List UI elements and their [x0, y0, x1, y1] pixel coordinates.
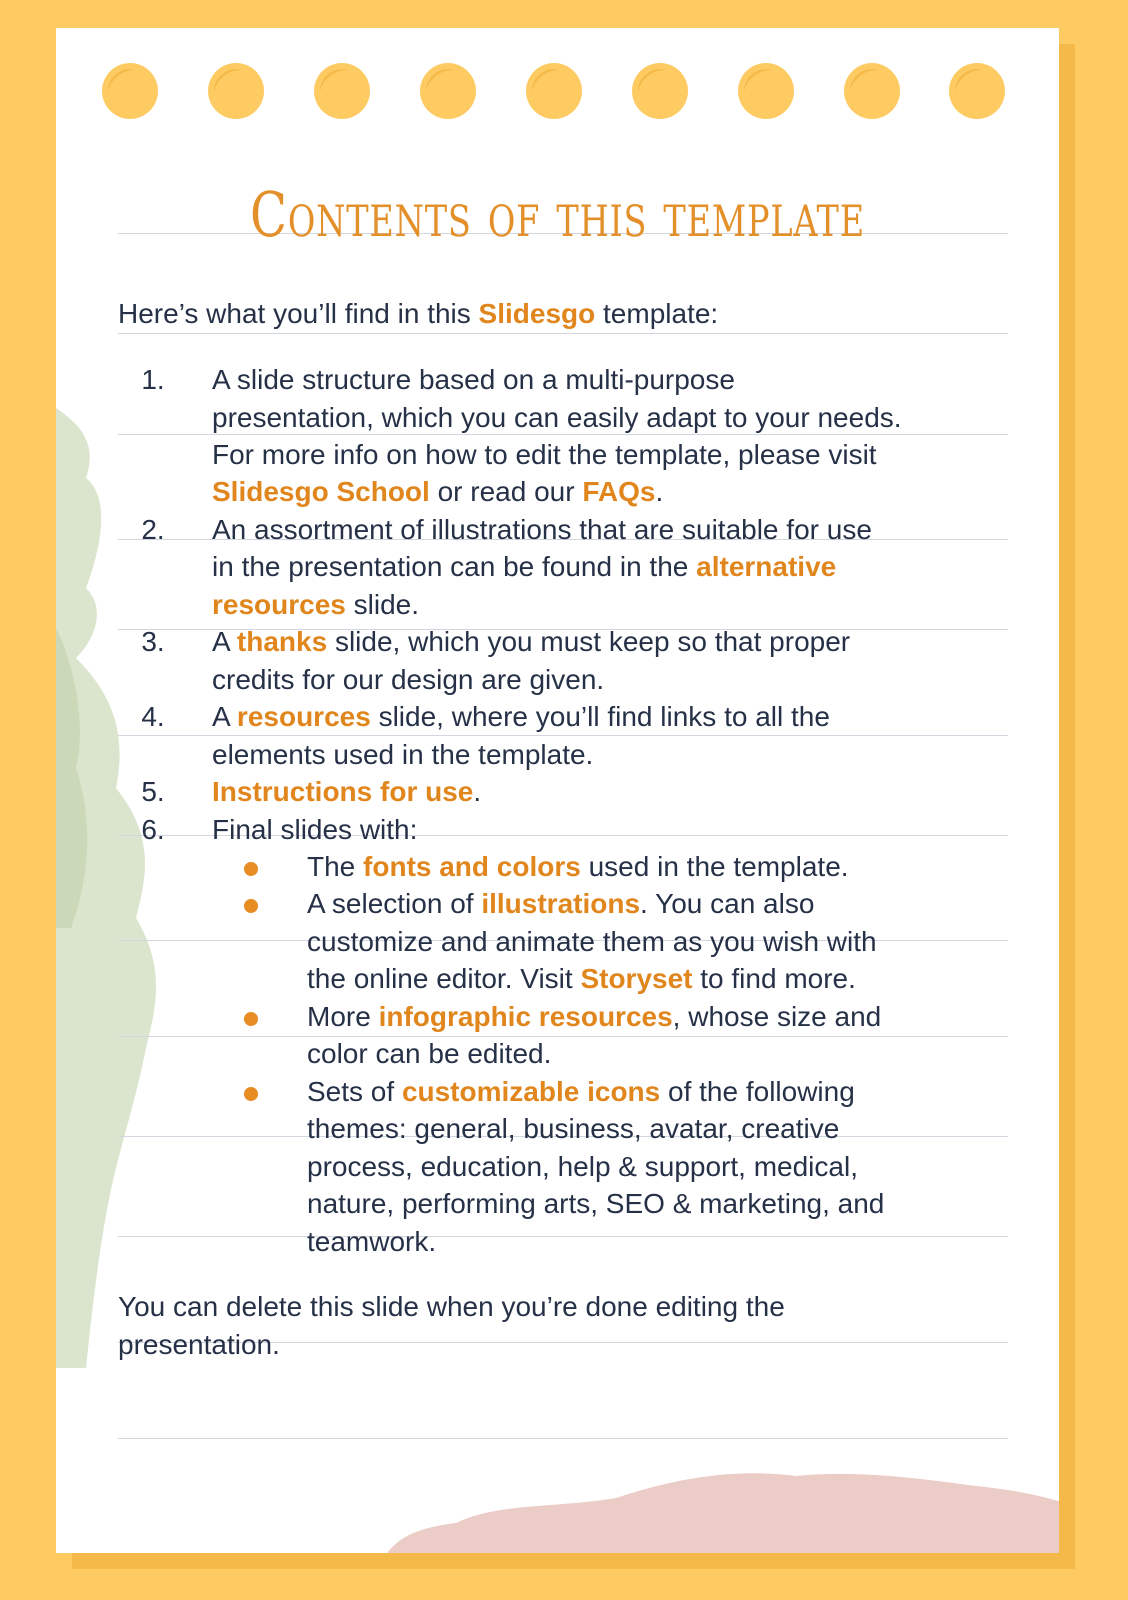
page-title: Contents of this template — [250, 178, 865, 251]
text-span: slide. — [345, 589, 420, 620]
binder-dot-icon — [102, 63, 158, 119]
footer-text: You can delete this slide when you’re done editing the — [118, 1291, 785, 1322]
text-span: slide, which you must keep so that proper — [327, 626, 851, 657]
text-span: A selection of — [307, 888, 482, 919]
list-item-text: A slide structure based on a multi-purpose — [212, 364, 735, 395]
binder-dots — [56, 28, 1059, 148]
bullet-item-text: themes: general, business, avatar, creative — [307, 1113, 840, 1144]
binder-dot-icon — [208, 63, 264, 119]
bullet-dot-icon — [244, 862, 258, 876]
bullet-item-text: customize and animate them as you wish with — [307, 926, 877, 957]
notebook-page — [56, 28, 1059, 1553]
text-span: A — [212, 701, 237, 732]
text-span: to find more. — [692, 963, 856, 994]
text-span: the online editor. Visit — [307, 963, 581, 994]
alternative-resources-link[interactable]: alternative — [696, 551, 837, 582]
storyset-link[interactable]: Storyset — [580, 963, 693, 994]
list-number: 2. — [141, 514, 165, 545]
text-span: More — [307, 1001, 379, 1032]
bullet-item-text: process, education, help & support, medical, — [307, 1151, 858, 1182]
footer-text: presentation. — [118, 1329, 280, 1360]
text-span: , whose size and — [672, 1001, 882, 1032]
text-span: . — [473, 776, 482, 807]
binder-dot-icon — [632, 63, 688, 119]
slidesgo-link[interactable]: Slidesgo — [478, 298, 596, 329]
text-span: used in the template. — [580, 851, 849, 882]
thanks-link[interactable]: thanks — [236, 626, 328, 657]
binder-dot-icon — [738, 63, 794, 119]
list-number: 4. — [141, 701, 165, 732]
text-span: Sets of — [307, 1076, 402, 1107]
list-number: 6. — [141, 814, 165, 845]
list-item-text — [212, 623, 850, 661]
slidesgo-school-link[interactable]: Slidesgo School — [212, 476, 430, 507]
text-span: in the presentation can be found in the — [212, 551, 697, 582]
bullet-dot-icon — [244, 1012, 258, 1026]
ruled-line — [118, 1036, 1008, 1037]
binder-dot-icon — [844, 63, 900, 119]
intro-after: template: — [595, 298, 719, 329]
bullet-item-text: nature, performing arts, SEO & marketing, and — [307, 1188, 885, 1219]
list-item-text: presentation, which you can easily adapt to your needs. — [212, 402, 902, 433]
fonts-colors-link[interactable]: fonts and colors — [363, 851, 581, 882]
text-span: The — [307, 851, 364, 882]
text-span: . You can also — [640, 888, 815, 919]
intro-text — [118, 295, 718, 333]
list-item-text: Final slides with: — [212, 814, 418, 845]
list-item-text: For more info on how to edit the template, please visit — [212, 439, 877, 470]
text-span: . — [655, 476, 664, 507]
bullet-item-text — [307, 960, 856, 998]
infographic-resources-link[interactable]: infographic resources — [378, 1001, 673, 1032]
bullet-dot-icon — [244, 1087, 258, 1101]
bullet-item-text: teamwork. — [307, 1226, 437, 1257]
bullet-item-text — [307, 998, 881, 1036]
bullet-dot-icon — [244, 899, 258, 913]
text-span: slide, where you’ll find links to all the — [370, 701, 830, 732]
bullet-item-text — [307, 1073, 855, 1111]
green-watercolor-decoration — [56, 408, 236, 1368]
instructions-link[interactable]: Instructions for use — [212, 776, 474, 807]
binder-dot-icon — [420, 63, 476, 119]
resources-link[interactable]: resources — [236, 701, 371, 732]
list-item-text — [212, 473, 663, 511]
list-item-text — [212, 698, 830, 736]
list-number: 1. — [141, 364, 165, 395]
list-number: 3. — [141, 626, 165, 657]
alternative-resources-link[interactable]: resources — [212, 589, 346, 620]
pink-watercolor-decoration — [356, 1468, 1059, 1553]
list-item-text — [212, 586, 419, 624]
binder-dot-icon — [526, 63, 582, 119]
ruled-line — [118, 1236, 1008, 1237]
text-span: or read our — [429, 476, 583, 507]
binder-dot-icon — [314, 63, 370, 119]
text-span: A — [212, 626, 237, 657]
ruled-line — [118, 333, 1008, 334]
bullet-item-text — [307, 885, 814, 923]
list-item-text: An assortment of illustrations that are suitable for use — [212, 514, 872, 545]
list-item-text: credits for our design are given. — [212, 664, 605, 695]
text-span: of the following — [660, 1076, 855, 1107]
bullet-item-text: color can be edited. — [307, 1038, 552, 1069]
illustrations-link[interactable]: illustrations — [481, 888, 641, 919]
binder-dot-icon — [949, 63, 1005, 119]
list-item-text — [212, 773, 481, 811]
faqs-link[interactable]: FAQs — [582, 476, 656, 507]
list-item-text — [212, 548, 836, 586]
intro-before: Here’s what you’ll find in this — [118, 298, 479, 329]
customizable-icons-link[interactable]: customizable icons — [401, 1076, 661, 1107]
list-item-text: elements used in the template. — [212, 739, 594, 770]
list-number: 5. — [141, 776, 165, 807]
ruled-line — [118, 1438, 1008, 1439]
bullet-item-text — [307, 848, 849, 886]
